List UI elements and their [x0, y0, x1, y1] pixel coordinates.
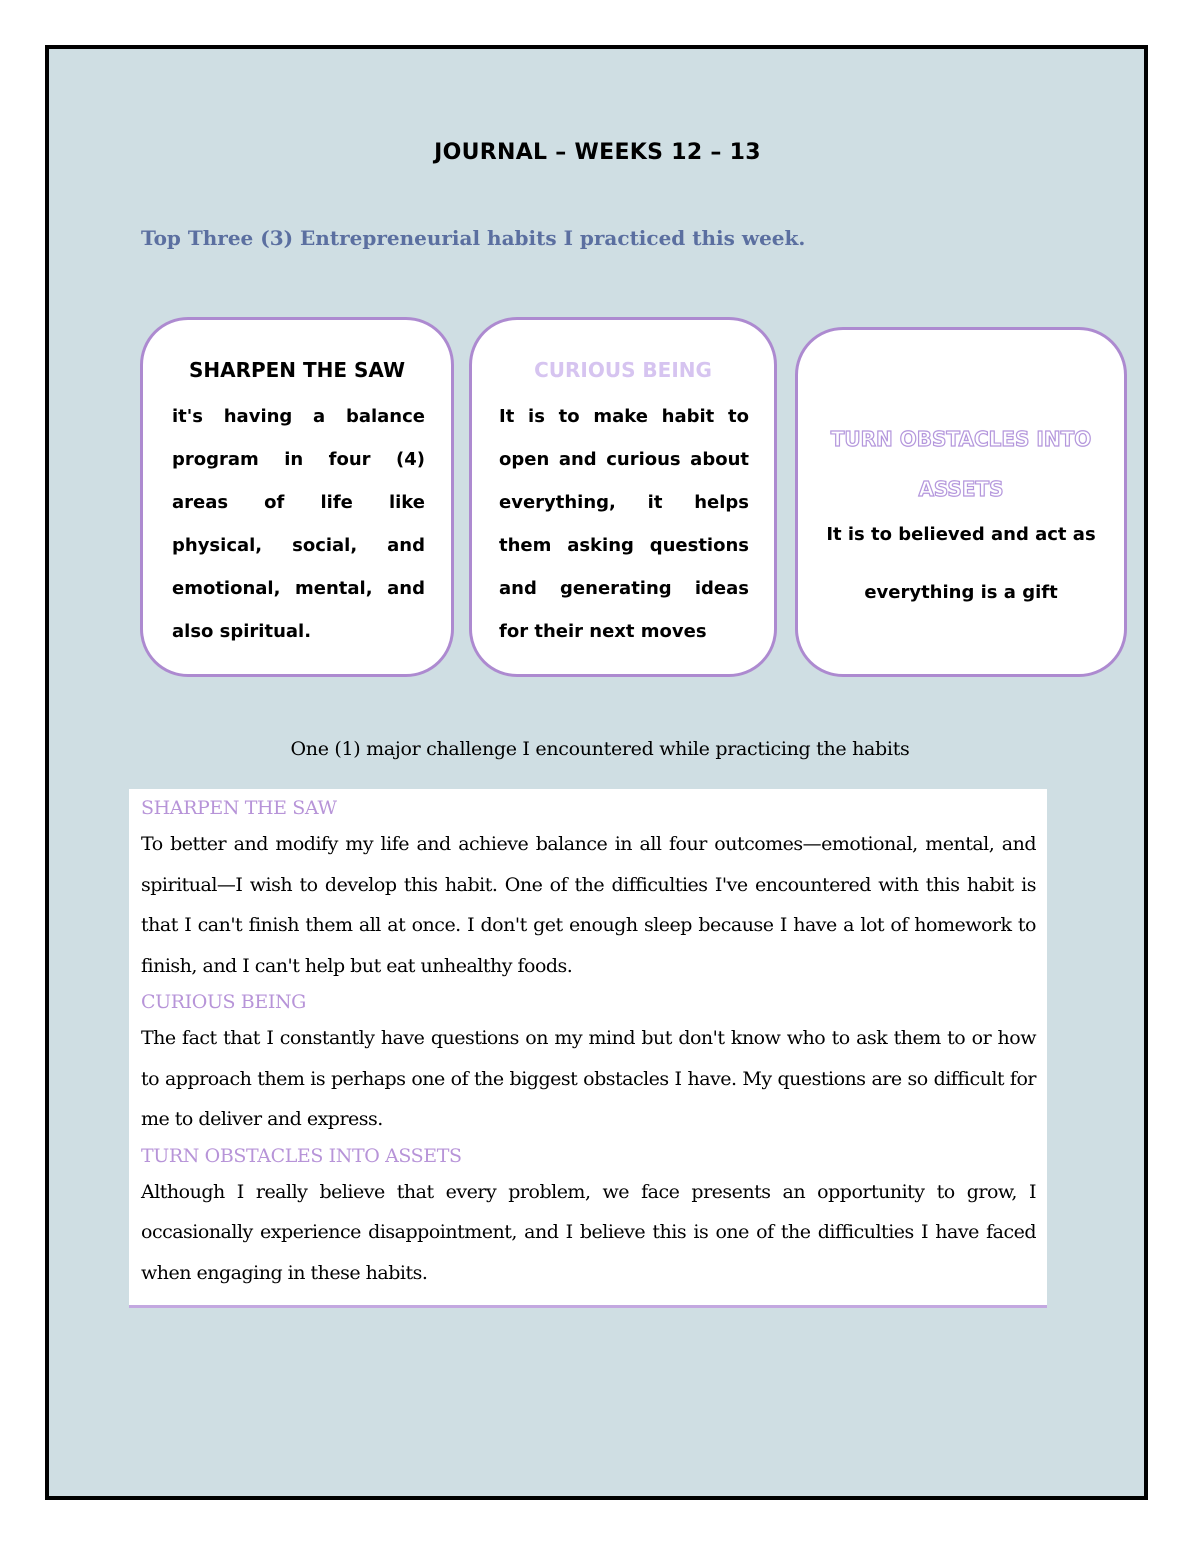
habit-card-title: TURN OBSTACLES INTO ASSETS [830, 427, 1092, 501]
challenge-section-text: The fact that I constantly have questions on my mind but don't know who to ask them to or how to approach them is perhaps one of the biggest obstacles I have. My questions are so difficult for me to deliver and express. [141, 1027, 1036, 1130]
challenge-section-title: TURN OBSTACLES INTO ASSETS [141, 1144, 462, 1167]
challenge-heading: One (1) major challenge I encountered while practicing the habits [290, 738, 910, 760]
challenge-section-title: SHARPEN THE SAW [141, 797, 337, 819]
challenge-section-text: To better and modify my life and achieve balance in all four outcomes—emotional, mental, and spiritual—I wish to develop this habit. One of the difficulties I've encountered with this habit is that I can't finish them all at once. I don't get enough sleep because I have a lot of homework to finish, and I can't help but eat unhealthy foods. [141, 833, 1036, 977]
challenge-section-text: Although I really believe that every problem, we face presents an opportunity to grow, I occasionally experience disappointment, and I believe this is one of the difficulties I have faced when engaging in these habits. [141, 1180, 1036, 1284]
challenge-section-title: CURIOUS BEING [141, 991, 306, 1013]
habit-card-body: it's having a balance program in four (4) areas of life like physical, social, and emotional, mental, and also spiritual. [172, 406, 425, 642]
habit-card-title: CURIOUS BEING [534, 358, 712, 382]
habit-card-body: It is to make habit to open and curious about everything, it helps them asking questions and generating ideas for their next moves [499, 406, 749, 642]
journal-title: JOURNAL – WEEKS 12 – 13 [434, 140, 761, 165]
habit-card-title: SHARPEN THE SAW [188, 358, 406, 382]
challenge-box [129, 789, 1047, 1308]
habit-card-turn-obstacles-into-assets [795, 327, 1127, 677]
habits-heading: Top Three (3) Entrepreneurial habits I practiced this week. [141, 226, 806, 250]
habit-card-sharpen-the-saw [140, 317, 454, 677]
habit-card-body: It is to believed and act as everything is a gift [826, 524, 1096, 603]
habit-card-curious-being [469, 317, 777, 677]
